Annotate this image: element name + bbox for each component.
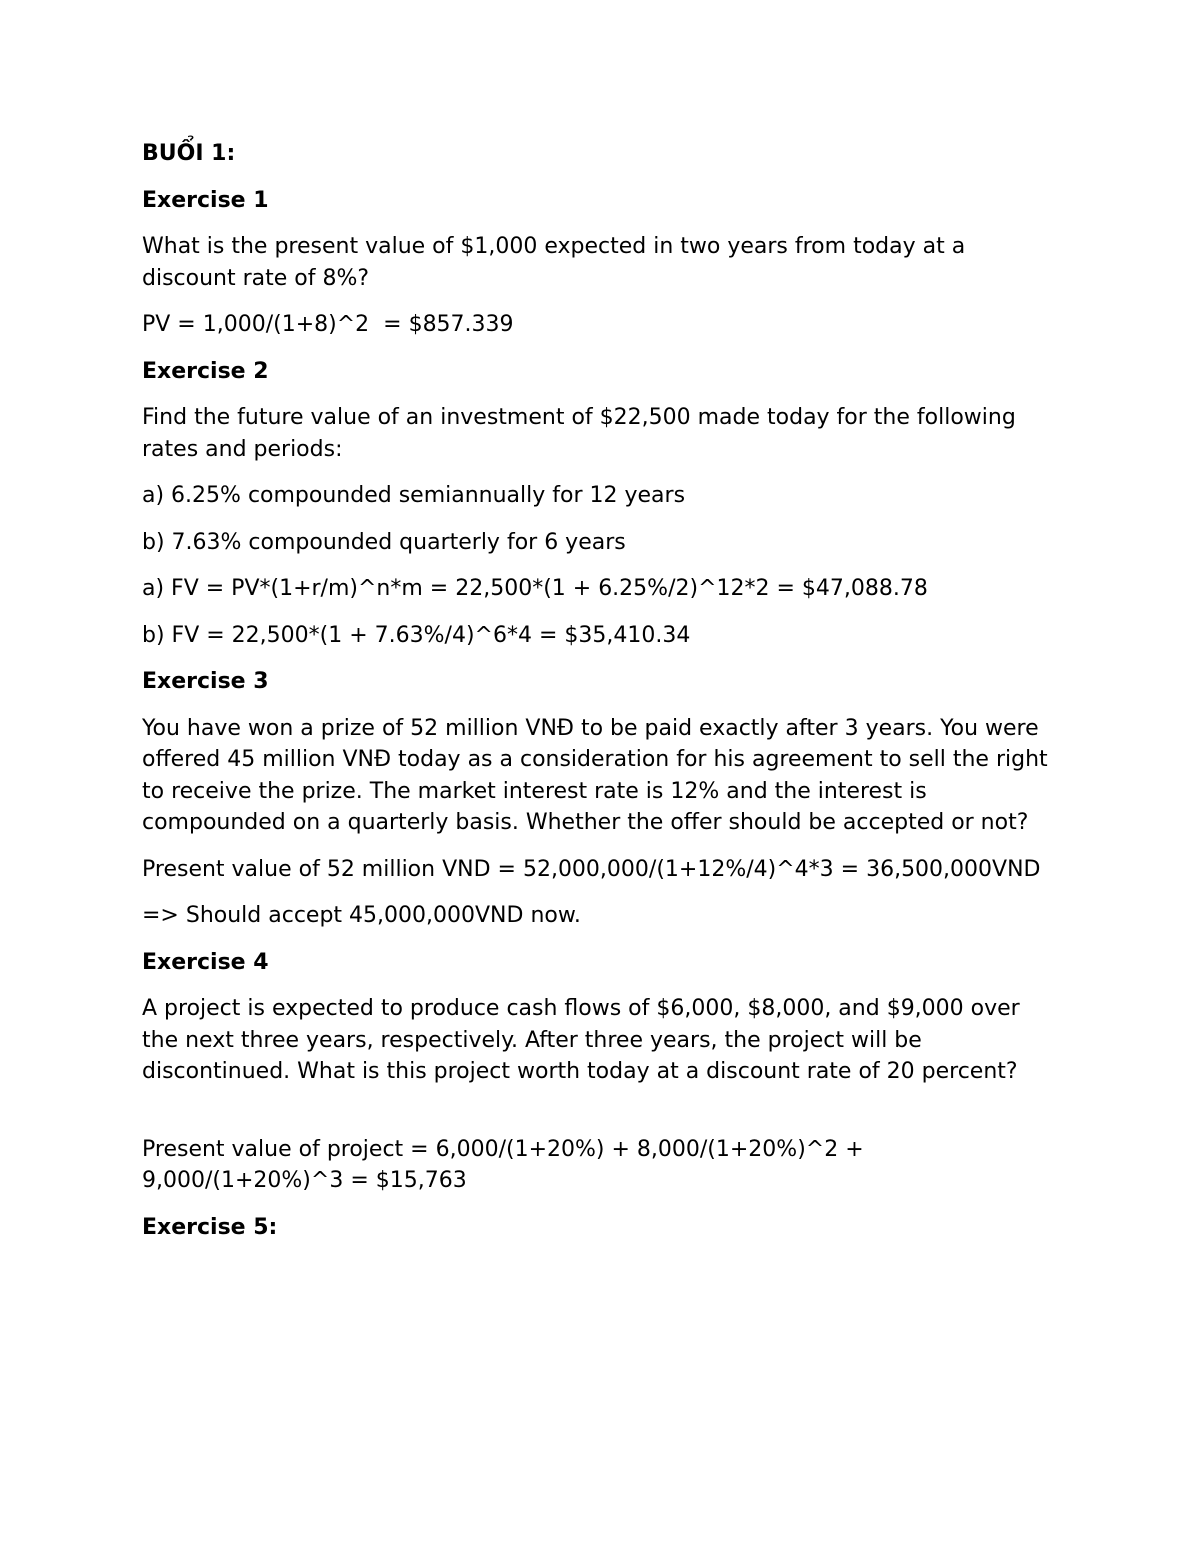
exercise-3-question: You have won a prize of 52 million VNĐ to be paid exactly after 3 years. You were offered 45 million VNĐ today as a consideration for his agreement to sell the right to receive the prize. The market interest rate is 12% and the interest is compounded on a quarterly basis. Whether the offer should be accepted or not? <box>142 715 1048 835</box>
blank-line <box>142 1103 1052 1134</box>
exercise-2-heading: Exercise 2 <box>142 358 269 384</box>
exercise-3-heading: Exercise 3 <box>142 669 269 694</box>
exercise-1-question: What is the present value of $1,000 expected in two years from today at a discount rate of 8%? <box>142 234 966 291</box>
exercise-1-heading: Exercise 1 <box>142 187 269 213</box>
exercise-2-question: Find the future value of an investment of $22,500 made today for the following rates and periods: <box>142 405 1016 462</box>
exercise-3-answer: Present value of 52 million VND = 52,000,000/(1+12%/4)^4*3 = 36,500,000VND <box>142 856 1041 882</box>
exercise-3-conclusion: => Should accept 45,000,000VND now. <box>142 903 581 928</box>
exercise-4-answer: Present value of project = 6,000/(1+20%) + 8,000/(1+20%)^2 + 9,000/(1+20%)^3 = $15,763 <box>142 1136 864 1193</box>
session-title: BUỔI 1: <box>142 141 236 166</box>
exercise-2-part-a: a) 6.25% compounded semiannually for 12 years <box>142 483 686 508</box>
exercise-1-answer: PV = 1,000/(1+8)^2 = $857.339 <box>142 312 514 337</box>
exercise-4-heading: Exercise 4 <box>142 949 269 975</box>
exercise-4-question: A project is expected to produce cash flows of $6,000, $8,000, and $9,000 over the next three years, respectively. After three years, the project will be discontinued. What is this project worth today at a discount rate of 20 percent? <box>142 996 1020 1084</box>
exercise-2-part-b: b) 7.63% compounded quarterly for 6 years <box>142 529 626 555</box>
exercise-2-answer-a: a) FV = PV*(1+r/m)^n*m = 22,500*(1 + 6.25%/2)^12*2 = $47,088.78 <box>142 576 928 601</box>
document-content <box>142 138 1052 1258</box>
exercise-2-answer-b: b) FV = 22,500*(1 + 7.63%/4)^6*4 = $35,410.34 <box>142 622 691 648</box>
exercise-5-heading: Exercise 5: <box>142 1214 278 1240</box>
